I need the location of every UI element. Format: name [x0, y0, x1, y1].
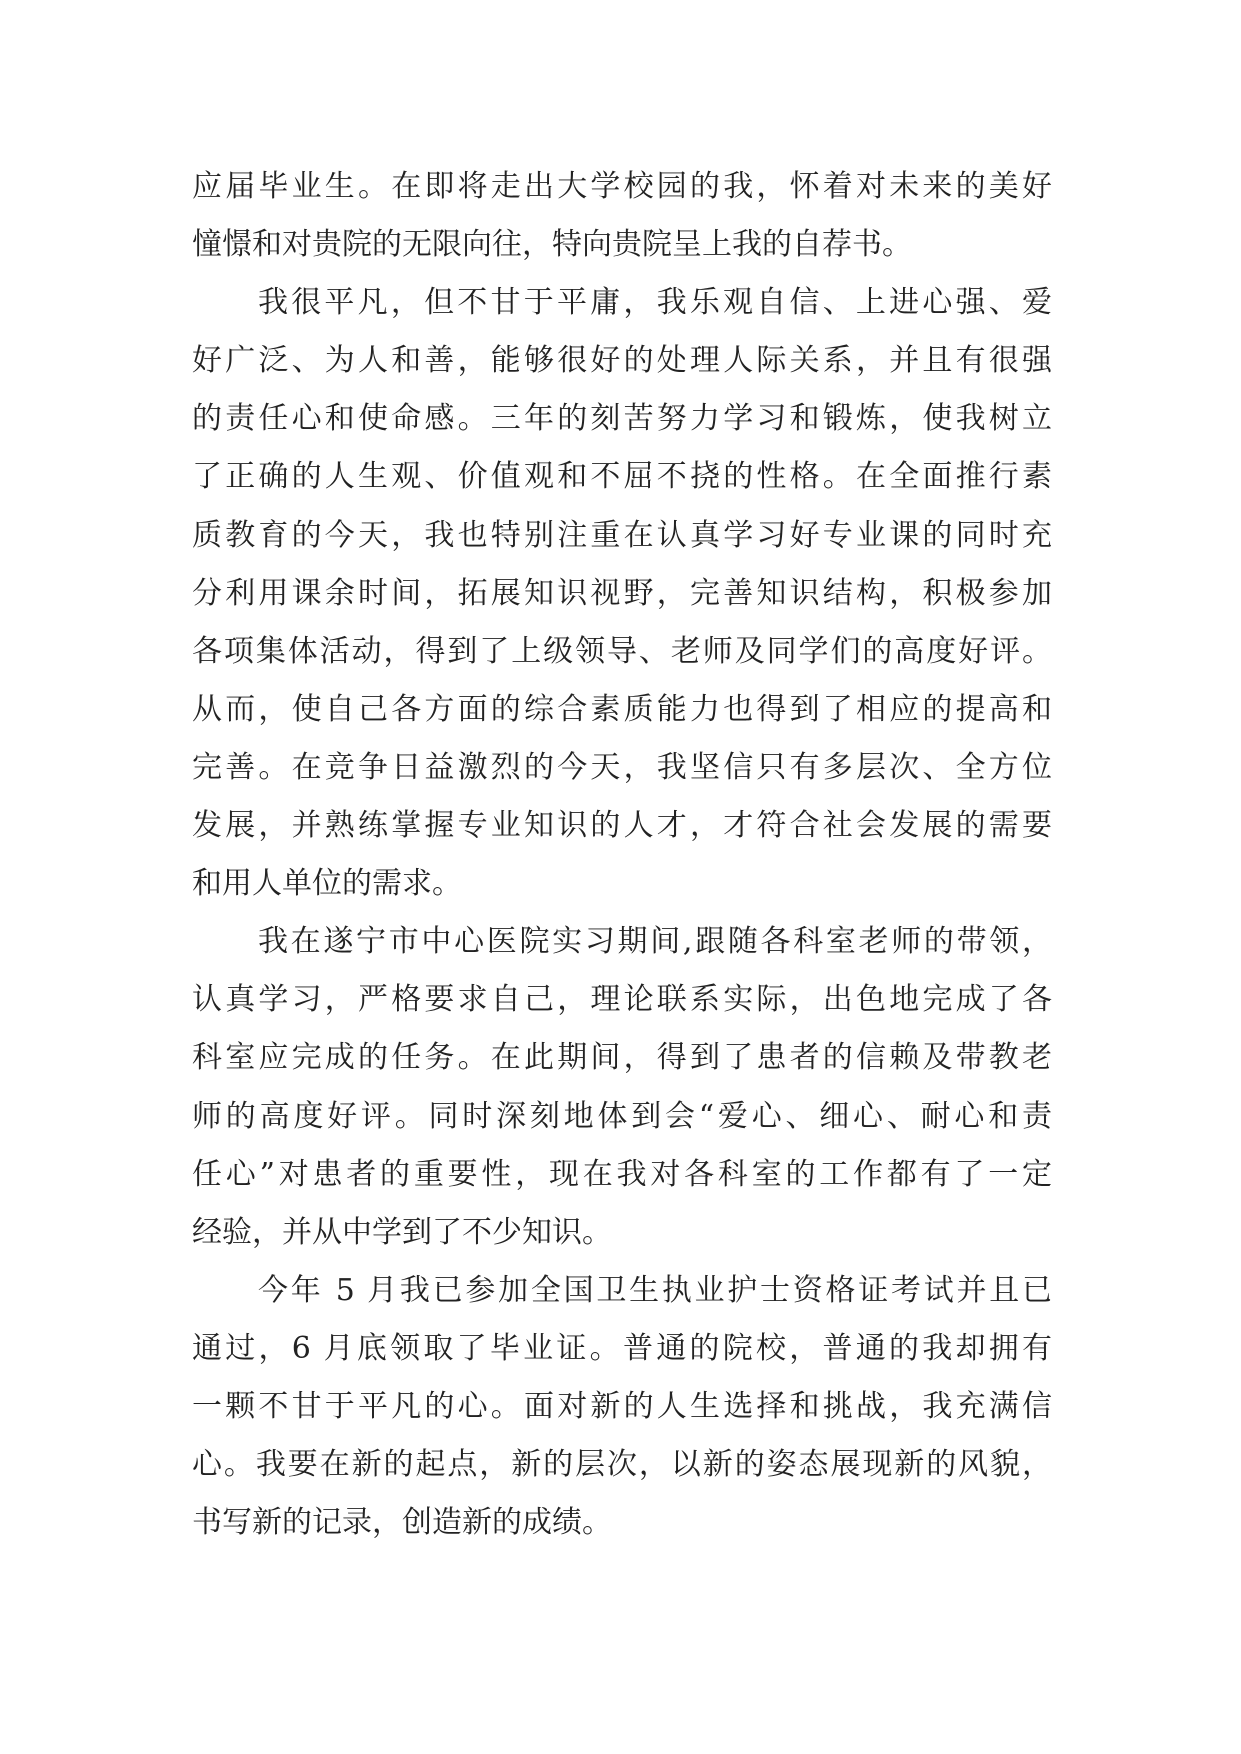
text-line: 从而，使自己各方面的综合素质能力也得到了相应的提高和 [192, 691, 1052, 727]
text-line: 心。我要在新的起点，新的层次，以新的姿态展现新的风貌， [192, 1447, 1052, 1483]
text-line: 质教育的今天，我也特别注重在认真学习好专业课的同时充 [192, 517, 1052, 553]
text-line: 书写新的记录，创造新的成绩。 [192, 1505, 612, 1541]
text-line: 今年 5 月我已参加全国卫生执业护士资格证考试并且已 [258, 1272, 1052, 1308]
text-line: 我很平凡，但不甘于平庸，我乐观自信、上进心强、爱 [258, 285, 1052, 321]
text-line: 的责任心和使命感。三年的刻苦努力学习和锻炼，使我树立 [192, 401, 1052, 437]
text-line: 了正确的人生观、价值观和不屈不挠的性格。在全面推行素 [192, 459, 1052, 495]
paragraph-4 [192, 1262, 1052, 1552]
letter-body [192, 158, 1052, 1552]
text-line: 认真学习，严格要求自己，理论联系实际，出色地完成了各 [192, 982, 1052, 1018]
text-line: 各项集体活动，得到了上级领导、老师及同学们的高度好评。 [192, 633, 1052, 669]
paragraph-3 [192, 913, 1052, 1262]
text-line: 发展，并熟练掌握专业知识的人才，才符合社会发展的需要 [192, 808, 1052, 844]
text-line: 好广泛、为人和善，能够很好的处理人际关系，并且有很强 [192, 343, 1052, 379]
text-line: 科室应完成的任务。在此期间，得到了患者的信赖及带教老 [192, 1040, 1052, 1076]
text-line: 我在遂宁市中心医院实习期间,跟随各科室老师的带领， [258, 924, 1052, 960]
text-line: 憧憬和对贵院的无限向往，特向贵院呈上我的自荐书。 [192, 227, 912, 263]
text-line: 完善。在竞争日益激烈的今天，我坚信只有多层次、全方位 [192, 749, 1052, 785]
text-line: 分利用课余时间，拓展知识视野，完善知识结构，积极参加 [192, 575, 1052, 611]
text-line: 和用人单位的需求。 [192, 866, 462, 902]
text-line: 经验，并从中学到了不少知识。 [192, 1214, 612, 1250]
text-line: 通过，6 月底领取了毕业证。普通的院校，普通的我却拥有 [192, 1330, 1052, 1366]
text-line: 应届毕业生。在即将走出大学校园的我，怀着对未来的美好 [192, 169, 1052, 204]
text-line: 一颗不甘于平凡的心。面对新的人生选择和挑战，我充满信 [192, 1388, 1052, 1424]
paragraph-1 [192, 158, 1052, 274]
text-line: 师的高度好评。同时深刻地体到会“爱心、细心、耐心和责 [192, 1098, 1052, 1134]
text-line: 任心”对患者的重要性，现在我对各科室的工作都有了一定 [192, 1156, 1052, 1192]
paragraph-2 [192, 274, 1052, 913]
